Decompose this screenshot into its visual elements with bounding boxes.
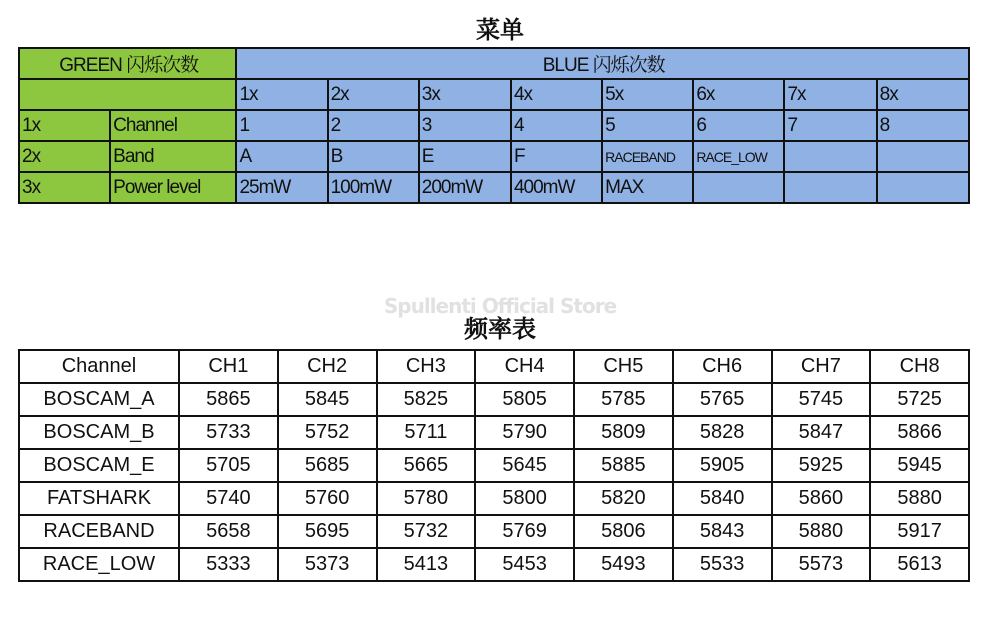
frequency-cell: 5790 xyxy=(475,416,574,449)
frequency-cell: 5685 xyxy=(278,449,377,482)
green-blink-header: GREEN 闪烁次数 xyxy=(19,48,236,79)
frequency-cell: 5658 xyxy=(179,515,278,548)
frequency-cell: 5695 xyxy=(278,515,377,548)
frequency-cell: 5885 xyxy=(574,449,673,482)
frequency-cell: 5785 xyxy=(574,383,673,416)
channel-number-header: CH2 xyxy=(278,350,377,383)
frequency-row xyxy=(19,482,969,515)
frequency-cell: 5945 xyxy=(870,449,969,482)
menu-row-label: Power level xyxy=(110,172,236,203)
frequency-cell: 5745 xyxy=(772,383,871,416)
menu-cell xyxy=(693,172,784,203)
frequency-row xyxy=(19,383,969,416)
blue-col-1x: 1x xyxy=(236,79,327,110)
channel-number-header: CH4 xyxy=(475,350,574,383)
menu-cell: 4 xyxy=(511,110,602,141)
blue-blink-header: BLUE 闪烁次数 xyxy=(236,48,969,79)
channel-header: Channel xyxy=(19,350,179,383)
band-name-cell: RACEBAND xyxy=(19,515,179,548)
menu-cell: 100mW xyxy=(328,172,419,203)
frequency-cell: 5752 xyxy=(278,416,377,449)
frequency-cell: 5373 xyxy=(278,548,377,581)
band-name-cell: BOSCAM_B xyxy=(19,416,179,449)
frequency-cell: 5769 xyxy=(475,515,574,548)
frequency-cell: 5860 xyxy=(772,482,871,515)
green-count: 3x xyxy=(19,172,110,203)
menu-row-label: Channel xyxy=(110,110,236,141)
menu-cell xyxy=(784,172,876,203)
menu-cell: A xyxy=(236,141,327,172)
frequency-cell: 5740 xyxy=(179,482,278,515)
frequency-cell: 5845 xyxy=(278,383,377,416)
frequency-cell: 5645 xyxy=(475,449,574,482)
blue-col-2x: 2x xyxy=(328,79,419,110)
menu-row-power xyxy=(19,172,969,203)
frequency-cell: 5453 xyxy=(475,548,574,581)
menu-cell: 7 xyxy=(784,110,876,141)
band-name-cell: RACE_LOW xyxy=(19,548,179,581)
blue-col-4x: 4x xyxy=(511,79,602,110)
frequency-cell: 5705 xyxy=(179,449,278,482)
store-watermark: Spullenti Official Store xyxy=(383,294,617,318)
green-empty-cell xyxy=(19,79,236,110)
frequency-cell: 5905 xyxy=(673,449,772,482)
frequency-table xyxy=(18,349,970,582)
menu-cell: RACEBAND xyxy=(602,141,693,172)
menu-cell: MAX xyxy=(602,172,693,203)
frequency-cell: 5725 xyxy=(870,383,969,416)
frequency-cell: 5780 xyxy=(377,482,476,515)
menu-cell: B xyxy=(328,141,419,172)
frequency-cell: 5917 xyxy=(870,515,969,548)
menu-cell: 400mW xyxy=(511,172,602,203)
blue-col-6x: 6x xyxy=(693,79,784,110)
green-count: 1x xyxy=(19,110,110,141)
band-name-cell: BOSCAM_A xyxy=(19,383,179,416)
frequency-table-title: 频率表 xyxy=(464,315,536,343)
frequency-cell: 5806 xyxy=(574,515,673,548)
frequency-cell: 5613 xyxy=(870,548,969,581)
channel-number-header: CH7 xyxy=(772,350,871,383)
frequency-cell: 5809 xyxy=(574,416,673,449)
frequency-header-row xyxy=(19,350,969,383)
frequency-cell: 5573 xyxy=(772,548,871,581)
frequency-cell: 5711 xyxy=(377,416,476,449)
frequency-cell: 5760 xyxy=(278,482,377,515)
menu-table xyxy=(18,47,970,204)
frequency-cell: 5843 xyxy=(673,515,772,548)
menu-cell xyxy=(784,141,876,172)
menu-row-label: Band xyxy=(110,141,236,172)
frequency-cell: 5866 xyxy=(870,416,969,449)
frequency-cell: 5840 xyxy=(673,482,772,515)
frequency-row xyxy=(19,449,969,482)
frequency-cell: 5828 xyxy=(673,416,772,449)
blue-col-8x: 8x xyxy=(877,79,969,110)
frequency-cell: 5665 xyxy=(377,449,476,482)
menu-cell: 6 xyxy=(693,110,784,141)
menu-cell: 1 xyxy=(236,110,327,141)
band-name-cell: FATSHARK xyxy=(19,482,179,515)
menu-cell: 8 xyxy=(877,110,969,141)
menu-cell: RACE_LOW xyxy=(693,141,784,172)
menu-title: 菜单 xyxy=(476,16,524,44)
channel-number-header: CH5 xyxy=(574,350,673,383)
menu-row-channel xyxy=(19,110,969,141)
frequency-cell: 5493 xyxy=(574,548,673,581)
frequency-cell: 5825 xyxy=(377,383,476,416)
blue-col-5x: 5x xyxy=(602,79,693,110)
channel-number-header: CH1 xyxy=(179,350,278,383)
menu-cell: 200mW xyxy=(419,172,511,203)
frequency-cell: 5800 xyxy=(475,482,574,515)
frequency-cell: 5847 xyxy=(772,416,871,449)
frequency-cell: 5865 xyxy=(179,383,278,416)
menu-cell: F xyxy=(511,141,602,172)
frequency-cell: 5925 xyxy=(772,449,871,482)
frequency-row xyxy=(19,515,969,548)
frequency-cell: 5533 xyxy=(673,548,772,581)
frequency-cell: 5805 xyxy=(475,383,574,416)
blue-col-3x: 3x xyxy=(419,79,511,110)
frequency-row xyxy=(19,416,969,449)
menu-cell xyxy=(877,172,969,203)
frequency-row xyxy=(19,548,969,581)
menu-cell: 3 xyxy=(419,110,511,141)
channel-number-header: CH3 xyxy=(377,350,476,383)
frequency-cell: 5765 xyxy=(673,383,772,416)
channel-number-header: CH8 xyxy=(870,350,969,383)
frequency-cell: 5733 xyxy=(179,416,278,449)
frequency-cell: 5820 xyxy=(574,482,673,515)
frequency-cell: 5732 xyxy=(377,515,476,548)
frequency-cell: 5880 xyxy=(772,515,871,548)
blue-col-7x: 7x xyxy=(784,79,876,110)
menu-row-band xyxy=(19,141,969,172)
frequency-cell: 5413 xyxy=(377,548,476,581)
frequency-cell: 5333 xyxy=(179,548,278,581)
menu-cell: 5 xyxy=(602,110,693,141)
band-name-cell: BOSCAM_E xyxy=(19,449,179,482)
green-count: 2x xyxy=(19,141,110,172)
menu-cell: E xyxy=(419,141,511,172)
menu-cell: 2 xyxy=(328,110,419,141)
menu-cell xyxy=(877,141,969,172)
frequency-cell: 5880 xyxy=(870,482,969,515)
channel-number-header: CH6 xyxy=(673,350,772,383)
menu-cell: 25mW xyxy=(236,172,327,203)
